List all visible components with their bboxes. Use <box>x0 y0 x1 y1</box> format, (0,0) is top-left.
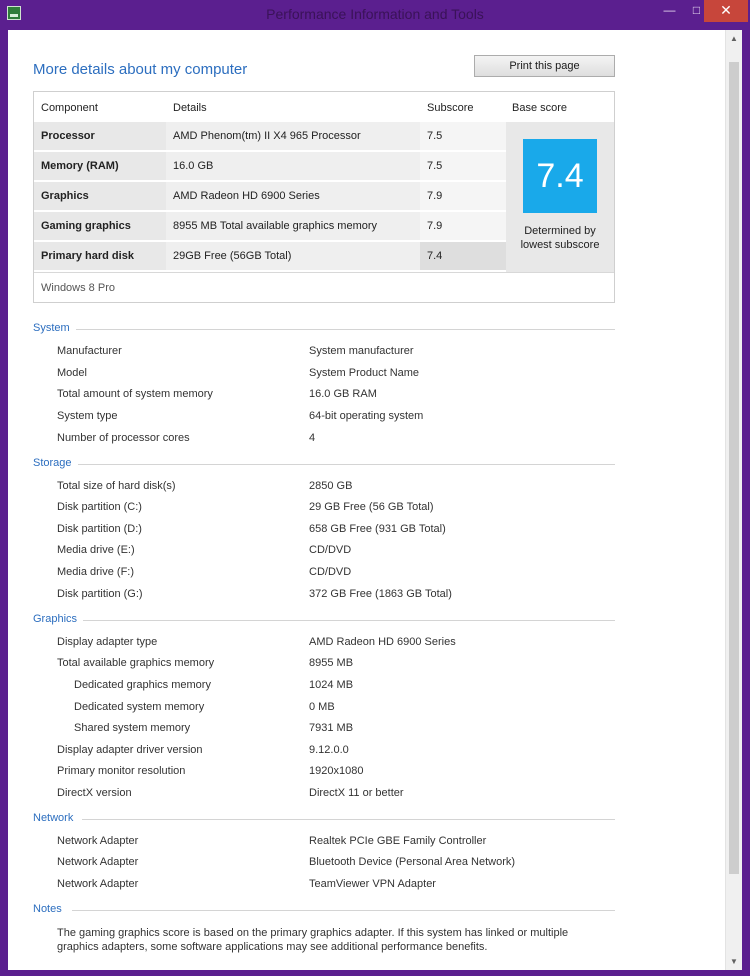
title-bar <box>0 0 750 28</box>
section-title-system: System <box>33 322 70 334</box>
notes-text: The gaming graphics score is based on the primary graphics adapter. If this system has linked or multiple graphics adapters, some software applications may see additional performance benefits. <box>57 927 569 953</box>
info-label: Disk partition (C:) <box>57 501 142 513</box>
info-value: 1920x1080 <box>309 765 364 777</box>
info-label: Display adapter driver version <box>57 744 203 756</box>
info-label: Network Adapter <box>57 878 139 890</box>
component-details: 8955 MB Total available graphics memory <box>166 212 420 241</box>
info-value: AMD Radeon HD 6900 Series <box>309 636 456 648</box>
component-name: Processor <box>34 122 166 151</box>
content-pane <box>8 30 742 970</box>
section-divider <box>76 329 615 330</box>
component-details: AMD Phenom(tm) II X4 965 Processor <box>166 122 420 151</box>
info-value: Realtek PCIe GBE Family Controller <box>309 835 487 847</box>
info-value: 8955 MB <box>309 657 354 669</box>
scroll-up-arrow-icon[interactable]: ▲ <box>730 34 738 43</box>
info-label: System type <box>57 410 118 422</box>
component-subscore: 7.9 <box>420 212 506 241</box>
info-value: Bluetooth Device (Personal Area Network) <box>309 856 516 868</box>
info-value: System Product Name <box>309 367 420 379</box>
info-label: Media drive (E:) <box>57 544 135 556</box>
component-details: 29GB Free (56GB Total) <box>166 242 420 271</box>
info-label: Display adapter type <box>57 636 158 648</box>
info-value: 2850 GB <box>309 480 353 492</box>
maximize-button[interactable]: □ <box>692 3 701 17</box>
scrollbar-thumb[interactable] <box>729 62 739 874</box>
header-subscore: Subscore <box>427 102 474 114</box>
score-table <box>33 91 615 303</box>
header-component: Component <box>41 102 98 114</box>
print-page-button[interactable]: Print this page <box>474 55 615 77</box>
component-name: Graphics <box>34 182 166 211</box>
window-title: Performance Information and Tools <box>266 6 484 22</box>
os-edition: Windows 8 Pro <box>34 272 614 302</box>
info-label: Network Adapter <box>57 835 139 847</box>
header-base-score: Base score <box>512 102 568 114</box>
info-value: 4 <box>309 432 316 444</box>
score-row-memory <box>34 152 506 182</box>
info-value: 16.0 GB RAM <box>309 388 377 400</box>
info-label: Disk partition (G:) <box>57 588 143 600</box>
info-label: Manufacturer <box>57 345 122 357</box>
component-subscore: 7.5 <box>420 122 506 151</box>
score-row-gaming-graphics <box>34 212 506 242</box>
header-details: Details <box>173 102 207 114</box>
info-value: 64-bit operating system <box>309 410 424 422</box>
minimize-button[interactable]: — <box>663 3 676 17</box>
component-details: 16.0 GB <box>166 152 420 181</box>
info-value: 1024 MB <box>309 679 354 691</box>
section-title-network: Network <box>33 812 74 824</box>
info-label: DirectX version <box>57 787 132 799</box>
section-title-storage: Storage <box>33 457 72 469</box>
scroll-down-arrow-icon[interactable]: ▼ <box>730 957 738 966</box>
info-value: System manufacturer <box>309 345 414 357</box>
base-score-area <box>506 122 614 272</box>
component-name: Primary hard disk <box>34 242 166 271</box>
info-label: Number of processor cores <box>57 432 190 444</box>
info-value: 372 GB Free (1863 GB Total) <box>309 588 452 600</box>
base-score-tile: 7.4 <box>523 139 597 213</box>
info-label: Model <box>57 367 87 379</box>
info-value: 658 GB Free (931 GB Total) <box>309 523 446 535</box>
info-value: DirectX 11 or better <box>309 787 404 799</box>
page-title: More details about my computer <box>33 61 248 78</box>
base-caption-line-1: Determined by <box>524 225 596 237</box>
close-button[interactable]: ✕ <box>704 0 748 22</box>
base-score-caption <box>506 224 614 252</box>
section-divider <box>83 620 615 621</box>
vertical-scrollbar[interactable] <box>725 30 742 970</box>
info-value: 7931 MB <box>309 722 354 734</box>
info-label-indented: Shared system memory <box>74 722 191 734</box>
info-label: Network Adapter <box>57 856 139 868</box>
component-subscore: 7.9 <box>420 182 506 211</box>
section-title-notes: Notes <box>33 903 62 915</box>
component-subscore: 7.5 <box>420 152 506 181</box>
info-value: 9.12.0.0 <box>309 744 349 756</box>
info-label-indented: Dedicated system memory <box>74 701 205 713</box>
score-row-primary-hard-disk <box>34 242 506 272</box>
score-row-processor <box>34 122 506 152</box>
info-value: 0 MB <box>309 701 335 713</box>
section-divider <box>82 819 615 820</box>
component-name: Memory (RAM) <box>34 152 166 181</box>
info-label: Total amount of system memory <box>57 388 213 400</box>
info-label: Total size of hard disk(s) <box>57 480 176 492</box>
base-caption-line-2: lowest subscore <box>520 239 600 251</box>
info-label-indented: Dedicated graphics memory <box>74 679 211 691</box>
info-label: Primary monitor resolution <box>57 765 186 777</box>
component-subscore-lowest: 7.4 <box>420 242 506 271</box>
info-label: Disk partition (D:) <box>57 523 142 535</box>
section-title-graphics: Graphics <box>33 613 78 625</box>
section-divider <box>72 910 615 911</box>
component-details: AMD Radeon HD 6900 Series <box>166 182 420 211</box>
info-value: 29 GB Free (56 GB Total) <box>309 501 434 513</box>
info-value: CD/DVD <box>309 544 352 556</box>
info-label: Total available graphics memory <box>57 657 215 669</box>
info-value: CD/DVD <box>309 566 352 578</box>
section-divider <box>78 464 615 465</box>
score-row-graphics <box>34 182 506 212</box>
component-name: Gaming graphics <box>34 212 166 241</box>
info-value: TeamViewer VPN Adapter <box>309 878 436 890</box>
info-label: Media drive (F:) <box>57 566 135 578</box>
